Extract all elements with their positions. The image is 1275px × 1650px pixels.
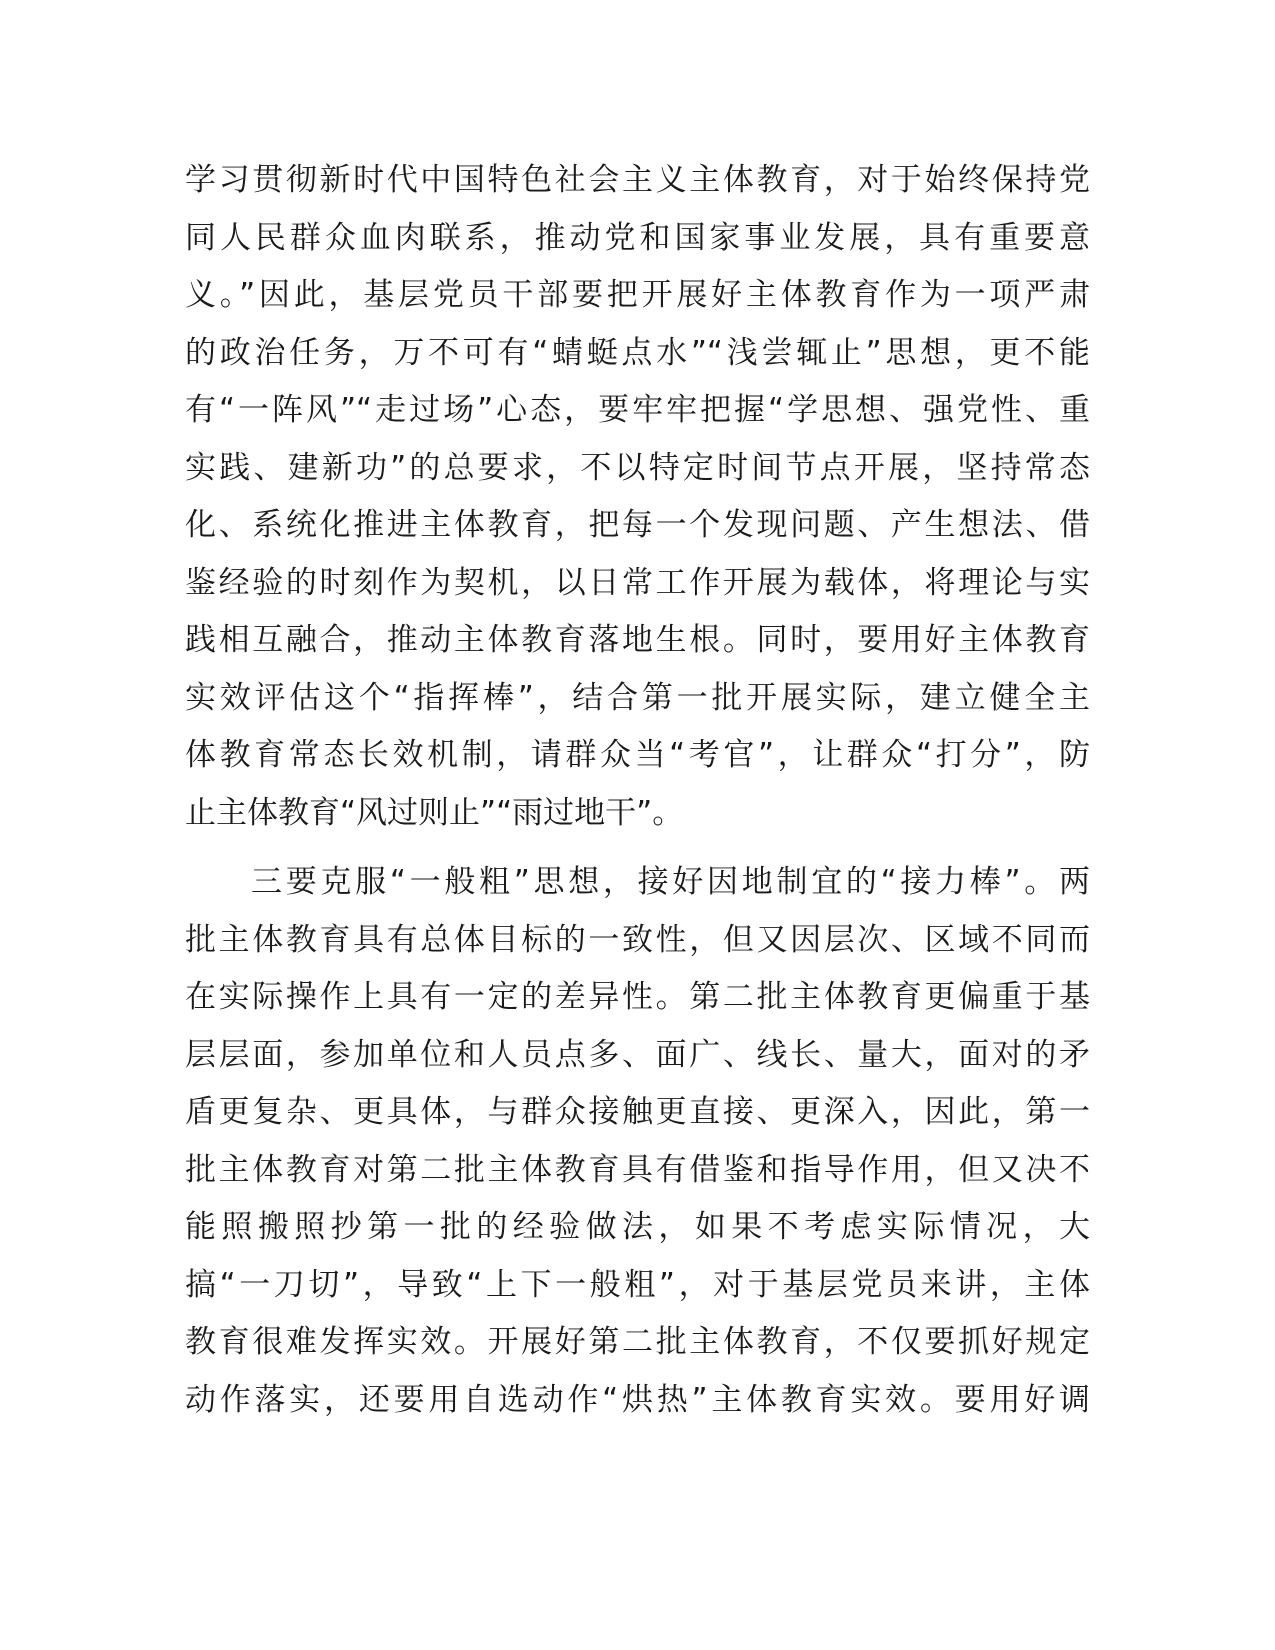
- text-line: 实效评估这个“指挥棒”，结合第一批开展实际，建立健全主: [185, 679, 1090, 716]
- text-line: 盾更复杂、更具体，与群众接触更直接、更深入，因此，第一: [185, 1094, 1090, 1130]
- text-line: 义。”因此，基层党员干部要把开展好主体教育作为一项严肃: [185, 277, 1090, 313]
- text-line: 的政治任务，万不可有“蜻蜓点水”“浅尝辄止”思想，更不能: [185, 334, 1090, 371]
- text-line: 鉴经验的时刻作为契机，以日常工作开展为载体，将理论与实: [185, 564, 1090, 601]
- paragraph-2: [185, 854, 1090, 1429]
- text-line: 搞“一刀切”，导致“上下一般粗”，对于基层党员来讲，主体: [185, 1266, 1090, 1303]
- text-line: 能照搬照抄第一批的经验做法，如果不考虑实际情况，大: [185, 1209, 1090, 1245]
- text-line: 层层面，参加单位和人员点多、面广、线长、量大，面对的矛: [185, 1036, 1090, 1073]
- text-line: 教育很难发挥实效。开展好第二批主体教育，不仅要抓好规定: [185, 1324, 1090, 1360]
- text-line: 有“一阵风”“走过场”心态，要牢牢把握“学思想、强党性、重: [185, 392, 1090, 428]
- paragraph-spacer: [185, 842, 1090, 854]
- text-line: 在实际操作上具有一定的差异性。第二批主体教育更偏重于基: [185, 979, 1090, 1015]
- text-line: 化、系统化推进主体教育，把每一个发现问题、产生想法、借: [185, 507, 1090, 543]
- text-line: 体教育常态长效机制，请群众当“考官”，让群众“打分”，防: [185, 737, 1090, 773]
- text-line: 践相互融合，推动主体教育落地生根。同时，要用好主体教育: [185, 622, 1090, 658]
- text-line: 同人民群众血肉联系，推动党和国家事业发展，具有重要意: [185, 219, 1090, 256]
- paragraph-1: [185, 152, 1090, 842]
- text-line: 动作落实，还要用自选动作“烘热”主体教育实效。要用好调: [185, 1381, 1090, 1418]
- text-line: 止主体教育“风过则止”“雨过地干”。: [185, 794, 684, 831]
- text-line: 三要克服“一般粗”思想，接好因地制宜的“接力棒”。两: [251, 864, 1090, 900]
- text-line: 学习贯彻新时代中国特色社会主义主体教育，对于始终保持党: [185, 162, 1090, 198]
- text-line: 实践、建新功”的总要求，不以特定时间节点开展，坚持常态: [185, 449, 1090, 486]
- text-line: 批主体教育具有总体目标的一致性，但又因层次、区域不同而: [185, 921, 1090, 958]
- document-body: [185, 152, 1090, 1429]
- text-line: 批主体教育对第二批主体教育具有借鉴和指导作用，但又决不: [185, 1151, 1090, 1188]
